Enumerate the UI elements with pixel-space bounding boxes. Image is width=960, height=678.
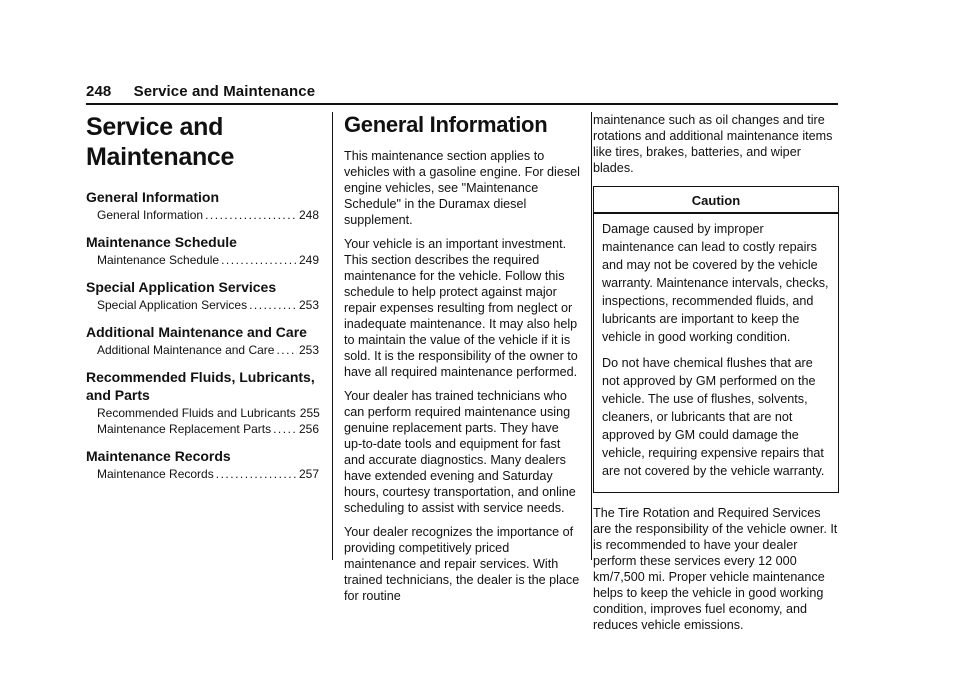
toc-section-title: Recommended Fluids, Lubricants, and Parts [86, 369, 315, 403]
article-heading: General Information [344, 112, 548, 137]
toc-section [86, 447, 319, 482]
toc-entry[interactable] [86, 297, 319, 313]
toc-title: Service and Maintenance [86, 113, 235, 171]
toc-entry-label: Recommended Fluids and Lubricants [97, 406, 296, 420]
caution-box [593, 186, 839, 493]
caution-paragraph: Do not have chemical flushes that are not approved by GM performed on the vehicle. The use of flushes, solvents, cleaners, or lubricants that are not approved by GM could damage the vehicle, requiring expensive repairs that are not covered by the vehicle warranty. [602, 355, 825, 478]
article-column-continued [593, 112, 839, 641]
toc-entry-page: 256 [298, 422, 319, 436]
toc-section-title: Additional Maintenance and Care [86, 324, 307, 340]
toc-entry-label: General Information [97, 208, 204, 222]
toc-section-title: Special Application Services [86, 279, 277, 295]
caution-paragraph: Damage caused by improper maintenance can lead to costly repairs and may not be covered by the vehicle warranty. Maintenance intervals, checks, inspections, recommended fluids, and lubricants are important to keep the vehicle in good working condition. [602, 221, 829, 344]
header-rule [86, 103, 838, 105]
toc-entry-page: 257 [298, 467, 319, 481]
caution-divider [594, 212, 838, 214]
toc-leader [273, 421, 297, 437]
article-paragraph: This maintenance section applies to vehicles with a gasoline engine. For diesel engine vehicles, see "Maintenance Schedule" in the Duramax diesel supplement. [344, 149, 580, 227]
article-paragraph-continued: maintenance such as oil changes and tire rotations and additional maintenance items like tires, brakes, batteries, and wiper blades. [593, 113, 833, 175]
toc-section [86, 323, 319, 358]
toc-entry-label: Maintenance Records [97, 467, 214, 481]
toc-section-title: Maintenance Records [86, 448, 231, 464]
toc-section [86, 368, 319, 437]
toc-section-title: Maintenance Schedule [86, 234, 237, 250]
toc-entry-page: 249 [298, 253, 319, 267]
toc-entry[interactable] [86, 207, 319, 223]
toc-entry-label: Maintenance Replacement Parts [97, 422, 272, 436]
toc-section-title: General Information [86, 189, 220, 205]
toc-entry-page: 253 [298, 298, 319, 312]
toc-entry-page: 253 [298, 343, 319, 357]
toc-section [86, 278, 319, 313]
toc-entry[interactable] [86, 405, 319, 421]
section-toc [86, 112, 319, 492]
toc-section [86, 233, 319, 268]
toc-leader [221, 252, 297, 268]
page-number: 248 [86, 83, 112, 100]
caution-title: Caution [691, 193, 741, 208]
toc-section [86, 188, 319, 223]
toc-entry-label: Additional Maintenance and Care [97, 343, 275, 357]
page-header [86, 83, 315, 100]
column-divider-1 [332, 112, 333, 560]
toc-entry-label: Special Application Services [97, 298, 248, 312]
toc-entry[interactable] [86, 252, 319, 268]
toc-entry-page: 248 [298, 208, 319, 222]
column-divider-2 [591, 112, 592, 560]
toc-entry[interactable] [86, 466, 319, 482]
running-section-title: Service and Maintenance [133, 83, 316, 100]
article-column [344, 112, 580, 612]
toc-leader [249, 297, 297, 313]
toc-entry[interactable] [86, 342, 319, 358]
article-paragraph: Your dealer has trained technicians who can perform required maintenance using genuine replacement parts. They have up-to-date tools and equipment for fast and accurate diagnostics. Many dealers have extended evening and Saturday hours, courtesy transportation, and online scheduling to assist with service needs. [344, 389, 576, 515]
article-paragraph: Your dealer recognizes the importance of providing competitively priced maintenance and repair services. With trained technicians, the dealer is the place for routine [344, 525, 580, 603]
toc-entry-page: 255 [299, 406, 320, 420]
toc-leader [216, 466, 297, 482]
article-paragraph: Your vehicle is an important investment. This section describes the required maintenance for the vehicle. Follow this schedule to help protect against major repair expenses resulting from neglect or inadequate maintenance. It may also help to maintain the value of the vehicle if it is sold. It is the responsibility of the owner to have all required maintenance performed. [344, 237, 578, 379]
article-paragraph: The Tire Rotation and Required Services are the responsibility of the vehicle owner. It is recommended to have your dealer perform these services every 12 000 km/7,500 mi. Proper vehicle maintenance helps to keep the vehicle in good working condition, improves fuel economy, and reduces vehicle emissions. [593, 505, 838, 632]
toc-leader [205, 207, 297, 223]
toc-leader [276, 342, 297, 358]
toc-entry-label: Maintenance Schedule [97, 253, 220, 267]
toc-entry[interactable] [86, 421, 319, 437]
